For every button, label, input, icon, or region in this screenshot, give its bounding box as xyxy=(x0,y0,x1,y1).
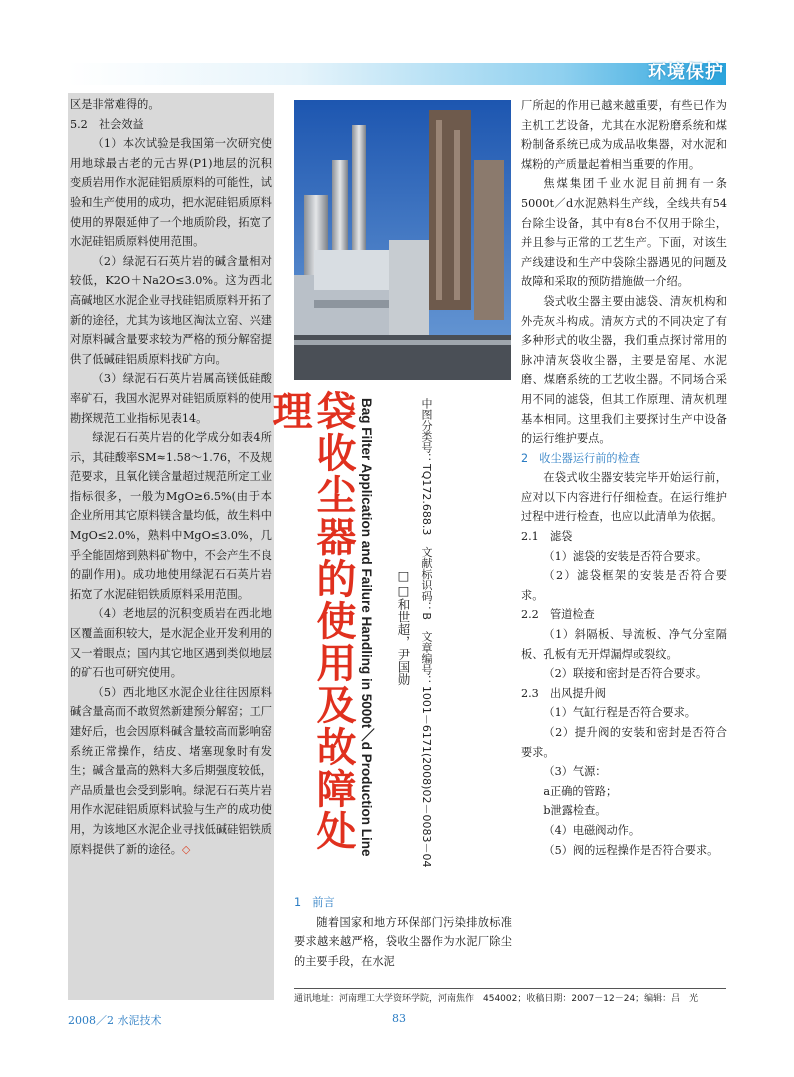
right-paragraph: 2.3 出风提升阀 xyxy=(521,686,606,700)
right-paragraph: （2）滤袋框架的安装是否符合要求。 xyxy=(521,569,727,602)
right-paragraph: 2.2 管道检查 xyxy=(521,608,595,622)
right-paragraph: （5）阀的远程操作是否符合要求。 xyxy=(543,843,719,857)
left-paragraph: （2）绿泥石石英片岩的碱含量相对较低，K2O＋Na2O≤3.0%。这为西北高碱地区水泥企业寻找硅铝质原料开拓了新的途径，尤其为该地区淘汰立窑、兴建对原料碱含量要求较为严格的预分解窑提供了低碱硅铝质原料找矿方向。 xyxy=(70,254,272,366)
section-title: 环境保护 xyxy=(648,62,724,83)
right-paragraph: b泄露检查。 xyxy=(543,804,607,818)
right-paragraph: 焦煤集团千业水泥目前拥有一条5000t／d水泥熟料生产线，全线共有54台除尘设备，其中有8台不仅用于除尘，并且参与正常的工艺生产。下面，对该生产线建设和生产中袋除尘器遇见的问题及故障和采取的预防措施做一介绍。 xyxy=(521,177,727,289)
left-paragraph: （3）绿泥石石英片岩属高镁低硅酸率矿石，我国水泥界对硅铝质原料的使用勘探规范工业指标见表14。 xyxy=(70,372,272,425)
plant-illustration xyxy=(294,100,511,380)
left-paragraph: 绿泥石石英片岩的化学成分如表4所示，其硅酸率SM≈1.58～1.76，不及规范要求，且氧化镁含量超过规范所定工业指标很多，一般为MgO≥6.5%(由于本企业所用其它原料镁含量均低，故生料中MgO≤2.0%，熟料中MgO≤3.0%，几乎全能固熔到熟料矿物中，不会产生不良的副作用)。成功地使用绿泥石石英片岩拓宽了水泥硅铝铁质原料采用范围。 xyxy=(70,431,272,601)
article-title-english: Bag Filter Application and Failure Handling in 5000t／d Production Line xyxy=(359,398,374,857)
intro-section xyxy=(294,893,512,971)
page-number: 83 xyxy=(392,1012,406,1025)
intro-paragraph: 随着国家和地方环保部门污染排放标准要求越来越严格，袋收尘器作为水泥厂除尘的主要手段，在水泥 xyxy=(294,915,512,968)
left-column xyxy=(68,93,274,1000)
left-paragraph: 5.2 社会效益 xyxy=(70,117,144,131)
right-paragraph: （2）联接和密封是否符合要求。 xyxy=(543,667,708,681)
right-paragraph: 2.1 滤袋 xyxy=(521,530,573,544)
right-paragraph: （1）斜隔板、导流板、净气分室隔板、孔板有无开焊漏焊或裂纹。 xyxy=(521,628,727,661)
end-mark-icon: ◇ xyxy=(181,842,191,856)
right-column xyxy=(521,96,727,860)
section-heading: 2 收尘器运行前的检查 xyxy=(521,451,640,465)
right-paragraph: （2）提升阀的安装和密封是否符合要求。 xyxy=(521,726,727,759)
journal-issue: 2008／2 水泥技术 xyxy=(68,1014,162,1027)
right-paragraph: （1）气缸行程是否符合要求。 xyxy=(543,706,696,720)
article-classification: 中图分类号：TQ172.688.3 文献标识码：B 文章编号：1001－6171(2008)02－0083－04 xyxy=(420,398,433,868)
header-band xyxy=(68,63,726,85)
footnote: 通讯地址：河南理工大学资环学院，河南焦作 454002；收稿日期：2007－12－24；编辑：吕 光 xyxy=(294,994,699,1004)
left-paragraph: （1）本次试验是我国第一次研究使用地球最古老的元古界(P1)地层的沉积变质岩用作水泥硅铝质原料的可能性，试验和生产使用的成功，把水泥硅铝质原料使用的界限延伸了一个地质阶段，拓宽了水泥硅铝质原料使用范围。 xyxy=(70,137,272,249)
right-paragraph: （3）气源： xyxy=(543,765,607,779)
cement-plant-photo xyxy=(294,100,511,380)
article-authors: □□和世超，尹国勋 xyxy=(396,568,411,686)
right-paragraph: （4）电磁阀动作。 xyxy=(543,823,641,837)
left-paragraph: （5）西北地区水泥企业往往因原料碱含量高而不敢贸然新建预分解窑；工厂建好后，也会因原料碱含量较高而影响窑系统正常操作，结皮、堵塞现象时有发生；碱含量高的熟料大多后期强度较低，产品质量也会受到影响。绿泥石石英片岩用作水泥硅铝质原料试验与生产的成功使用，为该地区水泥企业寻找低碱硅铝铁质原料提供了新的途径。◇ xyxy=(70,685,272,856)
left-paragraph: 区是非常难得的。 xyxy=(70,98,160,111)
article-title-chinese: 袋收尘器的使用及故障处理 xyxy=(266,390,356,852)
left-paragraph: （4）老地层的沉积变质岩在西北地区覆盖面积较大，是水泥企业开发利用的又一着眼点；国内其它地区遇到类似地层的矿石也可研究使用。 xyxy=(70,607,272,680)
right-paragraph: 袋式收尘器主要由滤袋、清灰机构和外壳灰斗构成。清灰方式的不同决定了有多种形式的收尘器，我们重点探讨常用的脉冲清灰袋收尘器，主要是窑尾、水泥磨、煤磨系统的工艺收尘器。不同场合采用不同的滤袋，但其工作原理、清灰机理基本相同。这里我们主要探讨生产中设备的运行维护要点。 xyxy=(521,294,727,446)
right-paragraph: （1）滤袋的安装是否符合要求。 xyxy=(543,549,708,563)
footnote-divider xyxy=(294,988,726,989)
right-paragraph: 厂所起的作用已越来越重要，有些已作为主机工艺设备，尤其在水泥粉磨系统和煤粉制备系统已成为成品收集器，对水泥和煤粉的产质量起着相当重要的作用。 xyxy=(521,99,727,171)
right-paragraph: 在袋式收尘器安装完毕开始运行前，应对以下内容进行仔细检查。在运行维护过程中进行检查，也应以此清单为依据。 xyxy=(521,471,727,524)
section-heading: 1 前言 xyxy=(294,896,335,909)
right-paragraph: a正确的管路； xyxy=(543,784,618,798)
